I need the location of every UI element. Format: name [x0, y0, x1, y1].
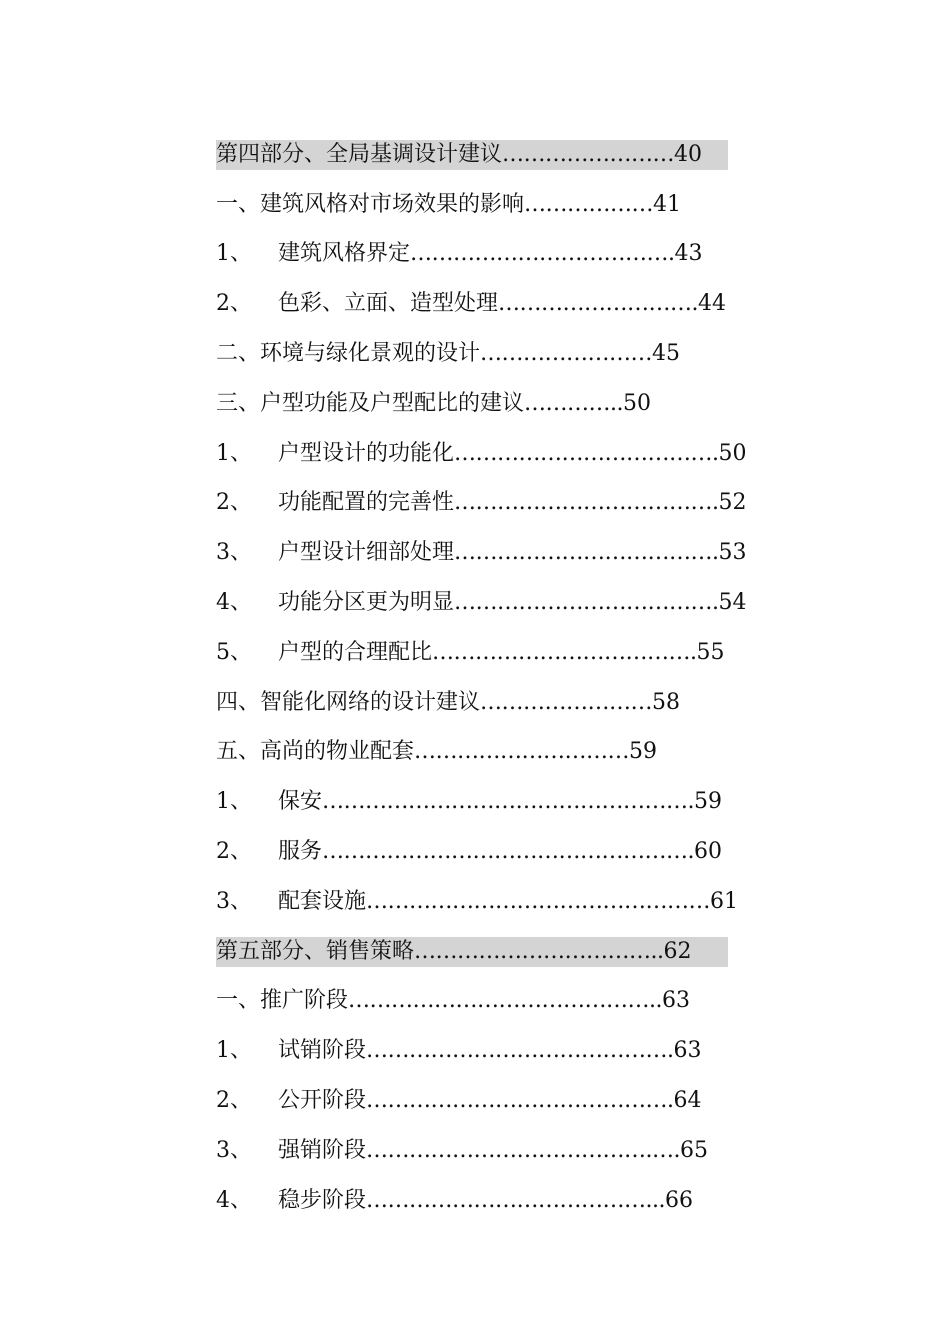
toc-entry-title: 三、户型功能及户型配比的建议	[216, 390, 525, 416]
toc-entry	[216, 528, 747, 578]
toc-entry	[216, 130, 728, 180]
toc-entry-row	[216, 588, 747, 618]
toc-entry-row	[216, 688, 728, 718]
toc-entry-row	[216, 389, 728, 419]
toc-page-number: 41	[653, 191, 682, 217]
toc-page-number: 66	[665, 1187, 693, 1213]
toc-entry-number: 2、	[216, 839, 252, 865]
toc-page-number: 50	[623, 390, 652, 416]
toc-entry-number: 5、	[216, 639, 252, 665]
toc-entry-row	[216, 1036, 728, 1066]
toc-page-number: 50	[718, 440, 747, 466]
toc-entry-number: 4、	[216, 590, 252, 616]
toc-entry-row	[216, 737, 728, 767]
toc-leader-dots: …………………………………….	[366, 1088, 674, 1114]
toc-entry-title: 五、高尚的物业配套	[216, 739, 415, 765]
toc-page-number: 52	[718, 490, 747, 516]
toc-entry-number: 4、	[216, 1187, 252, 1213]
toc-leader-dots: ………………………………….….	[366, 1137, 681, 1163]
toc-entry-row	[216, 837, 728, 867]
toc-entry-number: 1、	[216, 440, 252, 466]
toc-page-number: 60	[694, 839, 723, 865]
toc-page-number: 64	[673, 1088, 702, 1114]
toc-entry-title: 服务	[278, 839, 323, 865]
table-of-contents	[216, 130, 747, 1226]
toc-entry-title: 稳步阶段	[278, 1187, 367, 1213]
toc-page-number: 65	[680, 1137, 709, 1163]
toc-page-number: 59	[694, 789, 723, 815]
toc-entry-title: 第四部分、全局基调设计建议	[216, 141, 503, 167]
toc-page-number: 62	[663, 938, 692, 964]
toc-entry-row	[216, 289, 728, 319]
toc-entry-title: 建筑风格界定	[278, 241, 411, 267]
toc-entry-title: 公开阶段	[278, 1088, 367, 1114]
toc-page-number: 40	[674, 141, 703, 167]
toc-entry-number: 1、	[216, 1038, 252, 1064]
toc-leader-dots: ……………………………..	[414, 938, 664, 964]
toc-entry-title: 试销阶段	[278, 1038, 367, 1064]
toc-leader-dots: ……………………	[480, 689, 653, 715]
toc-entry	[216, 728, 728, 778]
toc-entry-title: 一、推广阶段	[216, 988, 349, 1014]
toc-entry-title: 户型设计的功能化	[278, 440, 455, 466]
toc-entry-number: 3、	[216, 540, 252, 566]
toc-entry-title: 配套设施	[278, 888, 367, 914]
toc-leader-dots: ……………………	[502, 141, 675, 167]
toc-entry-row	[216, 190, 728, 220]
toc-entry-number: 1、	[216, 241, 252, 267]
toc-entry-row	[216, 538, 747, 568]
toc-leader-dots: ……………………………….	[410, 241, 675, 267]
toc-entry	[216, 827, 728, 877]
toc-leader-dots: …………………………………………	[366, 888, 711, 914]
toc-leader-dots: …………………………………………….	[322, 839, 695, 865]
toc-page-number: 44	[698, 291, 727, 317]
toc-entry	[216, 329, 728, 379]
toc-entry	[216, 479, 747, 529]
toc-page-number: 63	[662, 988, 691, 1014]
toc-entry-title: 保安	[278, 789, 323, 815]
toc-entry-row	[216, 787, 728, 817]
toc-entry-number: 2、	[216, 291, 252, 317]
toc-leader-dots: ……………………………….	[454, 590, 719, 616]
toc-entry-row	[216, 1136, 728, 1166]
toc-leader-dots: ……………………………….	[454, 540, 719, 566]
toc-page-number: 54	[718, 590, 747, 616]
toc-leader-dots: ……………………………………..	[348, 988, 663, 1014]
toc-entry	[216, 777, 728, 827]
toc-page-number: 61	[710, 888, 739, 914]
toc-page-number: 63	[673, 1038, 702, 1064]
toc-entry-title: 四、智能化网络的设计建议	[216, 689, 481, 715]
toc-entry	[216, 429, 747, 479]
toc-entry-title: 户型的合理配比	[278, 639, 433, 665]
toc-entry-title: 第五部分、销售策略	[216, 938, 415, 964]
toc-entry	[216, 927, 728, 977]
toc-entry-number: 3、	[216, 1137, 252, 1163]
toc-entry-row	[216, 339, 728, 369]
toc-entry-number: 3、	[216, 888, 252, 914]
toc-page-number: 53	[718, 540, 747, 566]
toc-entry-row	[216, 638, 728, 668]
toc-entry	[216, 1176, 728, 1226]
toc-page-number: 59	[629, 739, 658, 765]
toc-page-number: 43	[674, 241, 703, 267]
toc-entry-title: 二、环境与绿化景观的设计	[216, 341, 481, 367]
toc-page-number: 45	[652, 341, 681, 367]
toc-part-heading	[216, 140, 728, 170]
toc-leader-dots: …………………………	[414, 739, 630, 765]
toc-entry-row	[216, 1086, 728, 1116]
toc-leader-dots: ………………	[524, 191, 654, 217]
toc-leader-dots: ……………………………….	[454, 490, 719, 516]
toc-entry	[216, 279, 728, 329]
toc-entry-row	[216, 1186, 728, 1216]
toc-entry	[216, 877, 739, 927]
toc-entry	[216, 578, 747, 628]
toc-leader-dots: …………………………………...	[366, 1187, 665, 1213]
toc-leader-dots: ……………………	[480, 341, 653, 367]
toc-entry-number: 1、	[216, 789, 252, 815]
toc-leader-dots: …………..	[524, 390, 624, 416]
toc-entry-title: 功能分区更为明显	[278, 590, 455, 616]
toc-part-heading	[216, 937, 728, 967]
toc-entry-row	[216, 488, 747, 518]
toc-entry	[216, 1076, 728, 1126]
toc-leader-dots: ……………………….	[498, 291, 699, 317]
toc-entry-title: 一、建筑风格对市场效果的影响	[216, 191, 525, 217]
toc-entry	[216, 977, 728, 1027]
toc-entry-title: 色彩、立面、造型处理	[278, 291, 499, 317]
toc-entry	[216, 230, 728, 280]
toc-entry-row	[216, 887, 739, 917]
toc-entry-row	[216, 239, 728, 269]
toc-page-number: 58	[652, 689, 681, 715]
toc-entry-title: 功能配置的完善性	[278, 490, 455, 516]
toc-entry-number: 2、	[216, 490, 252, 516]
toc-entry	[216, 180, 728, 230]
toc-entry	[216, 678, 728, 728]
toc-entry	[216, 1126, 728, 1176]
toc-entry-title: 强销阶段	[278, 1137, 367, 1163]
toc-entry	[216, 1026, 728, 1076]
toc-entry-title: 户型设计细部处理	[278, 540, 455, 566]
toc-entry-number: 2、	[216, 1088, 252, 1114]
toc-leader-dots: …………………………………………….	[322, 789, 695, 815]
toc-leader-dots: …………………………………….	[366, 1038, 674, 1064]
toc-page-number: 55	[696, 639, 725, 665]
toc-entry	[216, 379, 728, 429]
toc-leader-dots: ……………………………….	[454, 440, 719, 466]
toc-entry	[216, 628, 728, 678]
toc-entry-row	[216, 439, 747, 469]
toc-leader-dots: ……………………………….	[432, 639, 697, 665]
toc-entry-row	[216, 986, 728, 1016]
